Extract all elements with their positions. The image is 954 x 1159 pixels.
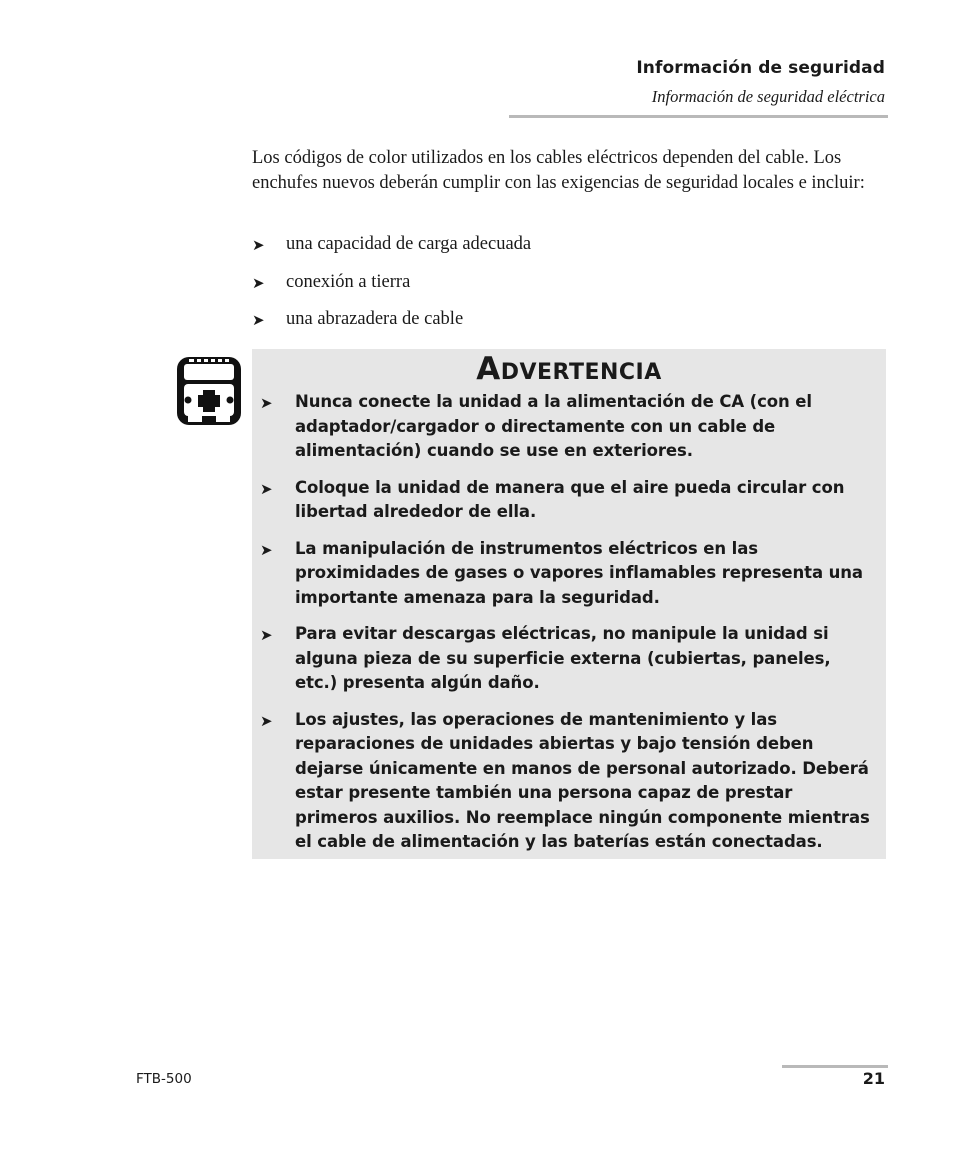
header-rule — [509, 115, 888, 118]
warning-box — [252, 349, 886, 859]
intro-paragraph: Los códigos de color utilizados en los cables eléctricos dependen del cable. Los enchufes nuevos deberán cumplir con las exigencias de seguridad locales e incluir: — [252, 148, 865, 193]
arrow-bullet-icon: ➤ — [260, 394, 273, 412]
warning-item-text: La manipulación de instrumentos eléctricos en las proximidades de gases o vapores inflamables representa una importante amenaza para la seguridad. — [295, 538, 863, 607]
warning-item-text: Los ajustes, las operaciones de mantenimiento y las reparaciones de unidades abiertas y bajo tensión deben dejarse únicamente en manos de personal autorizado. Deberá estar presente también una persona capaz de prestar primeros auxilios. No reemplace ningún componente mientras el cable de alimentación y las baterías están conectadas. — [295, 709, 870, 851]
list-item-text: una abrazadera de cable — [286, 309, 464, 329]
warning-item-text: Para evitar descargas eléctricas, no manipule la unidad si alguna pieza de su superficie externa (cubiertas, paneles, etc.) presenta algún daño. — [295, 624, 831, 692]
product-name: FTB-500 — [136, 1071, 192, 1087]
warning-list — [260, 390, 876, 867]
arrow-bullet-icon: ➤ — [260, 479, 273, 498]
footer-rule — [782, 1065, 888, 1068]
warning-item-text: Nunca conecte la unidad a la alimentación de CA (con el adaptador/cargador o directamente con un cable de alimentación) cuando se use en exteriores. — [295, 392, 812, 460]
ambulance-icon — [176, 356, 242, 426]
list-item — [252, 232, 872, 259]
arrow-bullet-icon: ➤ — [252, 238, 265, 254]
warning-item — [260, 390, 876, 464]
arrow-bullet-icon: ➤ — [260, 711, 273, 730]
arrow-bullet-icon: ➤ — [252, 275, 265, 292]
arrow-bullet-icon: ➤ — [260, 626, 273, 644]
section-title: Información de seguridad — [636, 58, 885, 78]
arrow-bullet-icon: ➤ — [260, 540, 273, 559]
list-item-text: conexión a tierra — [286, 271, 411, 292]
warning-item — [260, 476, 876, 525]
list-item-text: una capacidad de carga adecuada — [286, 234, 532, 254]
subsection-title: Información de seguridad eléctrica — [651, 87, 885, 106]
arrow-bullet-icon: ➤ — [252, 313, 265, 329]
page-number: 21 — [862, 1069, 885, 1088]
warning-item-text: Coloque la unidad de manera que el aire pueda circular con libertad alrededor de ella. — [295, 477, 845, 521]
warning-item — [260, 537, 876, 611]
list-item — [252, 270, 872, 297]
warning-item — [260, 622, 876, 696]
list-item — [252, 307, 872, 334]
requirements-list — [252, 232, 872, 345]
warning-item — [260, 708, 876, 855]
warning-title: Advertencia — [476, 351, 662, 387]
